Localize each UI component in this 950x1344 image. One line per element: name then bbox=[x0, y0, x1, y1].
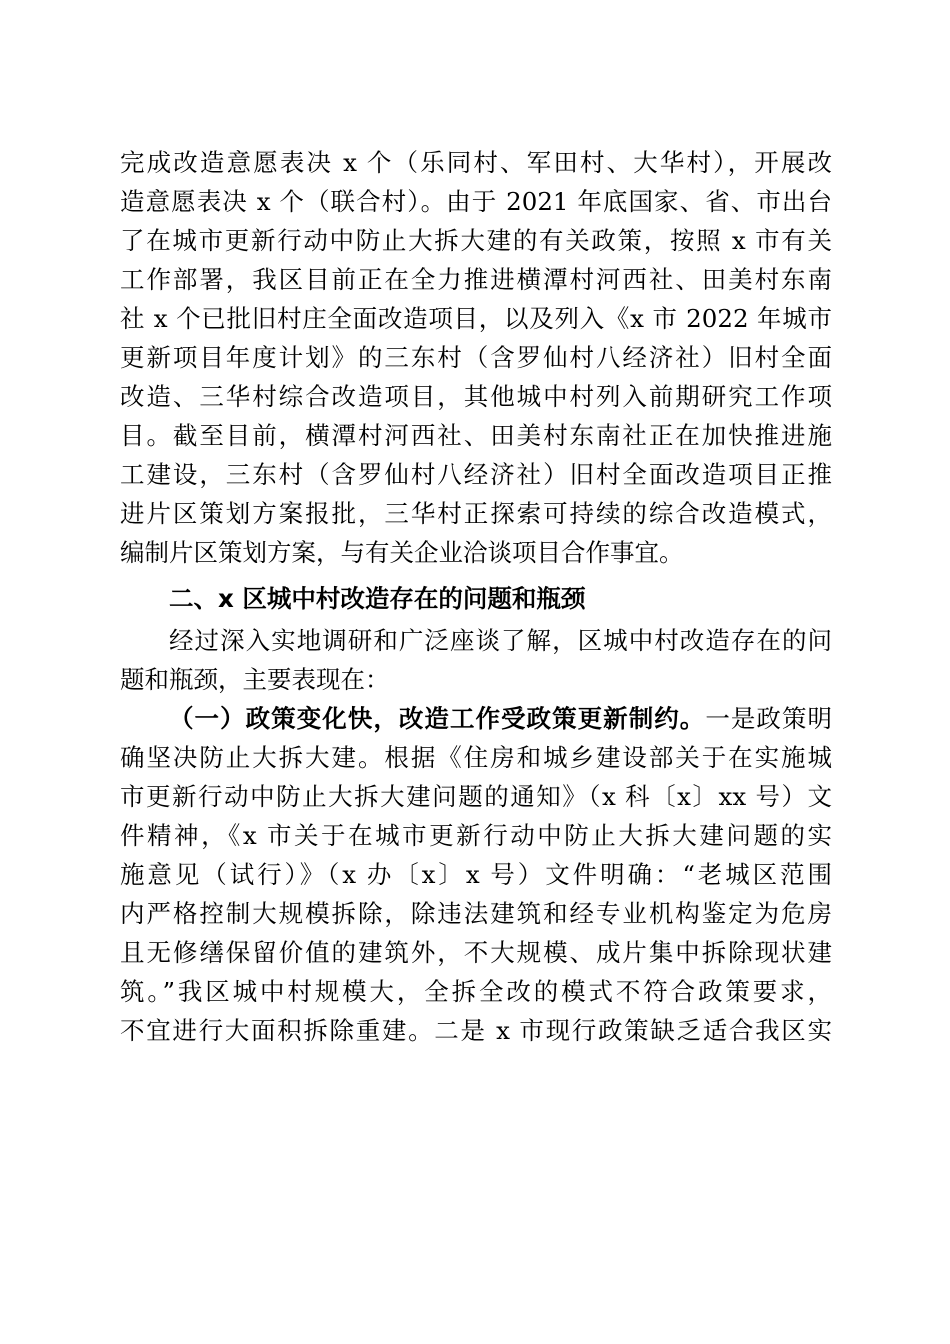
subsection-heading: （一）政策变化快，改造工作受政策更新制约。 bbox=[169, 704, 706, 733]
text-line: 社 x 个已批旧村庄全面改造项目，以及列入《x 市 2022 年城市 bbox=[120, 304, 832, 333]
text-line: 改造、三华村综合改造项目，其他城中村列入前期研究工作项 bbox=[120, 382, 832, 411]
text-line: 且无修缮保留价值的建筑外，不大规模、成片集中拆除现状建 bbox=[120, 938, 832, 967]
text-line: 市更新行动中防止大拆大建问题的通知》（x 科〔x〕xx 号）文 bbox=[120, 782, 832, 811]
text-line: 进片区策划方案报批，三华村正探索可持续的综合改造模式， bbox=[120, 499, 832, 528]
paragraph-project-progress bbox=[120, 143, 832, 572]
text-line: 件精神，《x 市关于在城市更新行动中防止大拆大建问题的实 bbox=[120, 821, 832, 850]
text-line: 内严格控制大规模拆除，除违法建筑和经专业机构鉴定为危房 bbox=[120, 899, 832, 928]
text-span: 一是政策明 bbox=[705, 704, 833, 733]
text-line: 完成改造意愿表决 x 个（乐同村、军田村、大华村），开展改 bbox=[120, 148, 832, 177]
text-line: 经过深入实地调研和广泛座谈了解，区城中村改造存在的问 bbox=[169, 626, 832, 655]
text-line: 施意见（试行）》（x 办〔x〕x 号）文件明确：“老城区范围 bbox=[120, 860, 832, 889]
text-line: 编制片区策划方案，与有关企业洽谈项目合作事宜。 bbox=[120, 538, 684, 567]
text-line: 了在城市更新行动中防止大拆大建的有关政策，按照 x 市有关 bbox=[120, 226, 832, 255]
document-body bbox=[120, 143, 832, 1050]
text-line: 题和瓶颈，主要表现在： bbox=[120, 665, 390, 694]
text-line: 目。截至目前，横潭村河西社、田美村东南社正在加快推进施 bbox=[120, 421, 832, 450]
paragraph-intro-problems bbox=[120, 621, 832, 699]
text-line: 工作部署，我区目前正在全力推进横潭村河西社、田美村东南 bbox=[120, 265, 832, 294]
text-line: 确坚决防止大拆大建。根据《住房和城乡建设部关于在实施城 bbox=[120, 743, 832, 772]
text-line-first bbox=[120, 699, 832, 738]
text-line: 更新项目年度计划》的三东村（含罗仙村八经济社）旧村全面 bbox=[120, 343, 832, 372]
text-line: 筑。”我区城中村规模大，全拆全改的模式不符合政策要求， bbox=[120, 977, 832, 1006]
paragraph-policy-changes bbox=[120, 699, 832, 1050]
text-line: 不宜进行大面积拆除重建。二是 x 市现行政策缺乏适合我区实 bbox=[120, 1016, 832, 1045]
text-line: 造意愿表决 x 个（联合村）。由于 2021 年底国家、省、市出台 bbox=[120, 187, 832, 216]
text-line: 工建设，三东村（含罗仙村八经济社）旧村全面改造项目正推 bbox=[120, 460, 832, 489]
section-heading: 二、x 区城中村改造存在的问题和瓶颈 bbox=[169, 584, 586, 613]
